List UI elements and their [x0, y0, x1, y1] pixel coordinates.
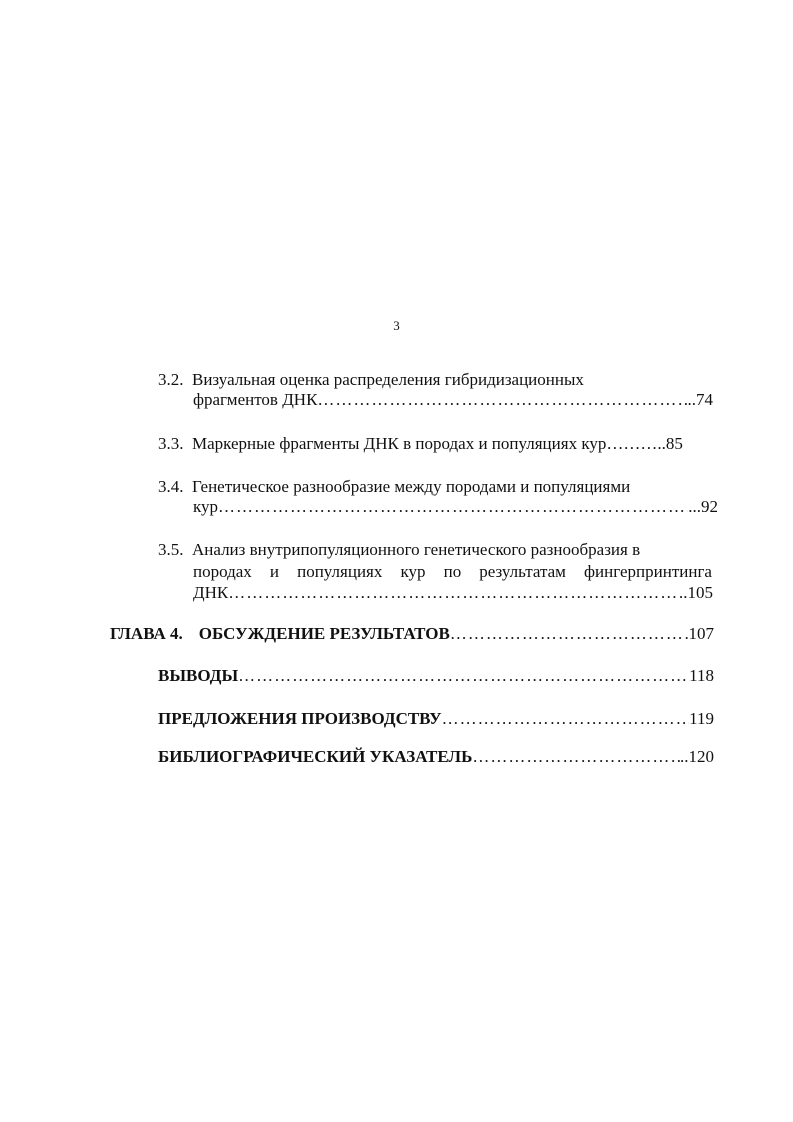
toc-entry-3-5-title-line3: ДНК	[193, 583, 229, 602]
toc-chapter-4-label: ГЛАВА 4.	[110, 624, 183, 643]
toc-entry-3-5-word: и	[269, 562, 280, 581]
toc-entry-3-3	[158, 434, 683, 454]
toc-entry-3-5-word: кур	[400, 562, 426, 581]
leader-dots	[238, 666, 689, 686]
toc-entry-3-2-page: ..74	[687, 390, 713, 409]
toc-entry-3-2-title-line1: Визуальная оценка распределения гибридизационных	[192, 370, 584, 389]
leader-dots-short: ………	[606, 434, 658, 453]
toc-entry-3-3-number: 3.3.	[158, 434, 184, 453]
toc-entry-conclusions	[158, 666, 714, 686]
toc-entry-3-5-word: фингерпринтинга	[584, 562, 712, 581]
page-number: 3	[393, 318, 400, 333]
leader-dots	[218, 497, 688, 517]
toc-entry-proposals	[158, 709, 714, 729]
toc-entry-3-2-number: 3.2.	[158, 370, 184, 389]
toc-entry-3-2-line2	[193, 390, 713, 410]
toc-entry-3-2-line1	[158, 370, 584, 390]
toc-entry-3-4-line2	[193, 497, 718, 517]
toc-entry-3-4-title-line1: Генетическое разнообразие между породами и популяциями	[192, 477, 631, 496]
toc-entry-3-3-title: Маркерные фрагменты ДНК в породах и популяциях кур	[192, 434, 607, 453]
leader-dots	[450, 624, 689, 644]
toc-conclusions-title: ВЫВОДЫ	[158, 666, 239, 685]
toc-entry-3-3-page: ..85	[657, 434, 683, 453]
leader-dots	[472, 747, 680, 767]
leader-dots	[317, 390, 687, 410]
toc-entry-3-5-number: 3.5.	[158, 540, 184, 559]
leader-dots	[442, 709, 690, 729]
toc-entry-3-5-line2	[193, 562, 712, 582]
toc-proposals-title: ПРЕДЛОЖЕНИЯ ПРОИЗВОДСТВУ	[158, 709, 442, 728]
toc-entry-3-2-title-line2: фрагментов ДНК	[193, 390, 318, 409]
toc-bibliography-page: ..120	[680, 747, 714, 766]
toc-chapter-4-title: ОБСУЖДЕНИЕ РЕЗУЛЬТАТОВ	[198, 624, 450, 643]
toc-entry-3-4-title-line2: кур	[193, 497, 219, 516]
toc-proposals-page: 119	[689, 709, 714, 728]
leader-dots	[228, 583, 683, 603]
toc-entry-3-5-line1	[158, 540, 640, 560]
toc-entry-3-5-word: результатам	[479, 562, 566, 581]
toc-conclusions-page: 118	[689, 666, 714, 685]
toc-entry-3-5-title-line1: Анализ внутрипопуляционного генетического разнообразия в	[192, 540, 641, 559]
toc-entry-3-5-line3	[193, 583, 713, 603]
toc-entry-3-4-number: 3.4.	[158, 477, 184, 496]
toc-entry-3-5-word: популяциях	[297, 562, 383, 581]
toc-chapter-4-page: 107	[688, 624, 714, 643]
toc-entry-3-4-line1	[158, 477, 630, 497]
toc-entry-3-4-page: ...92	[688, 497, 718, 516]
toc-entry-chapter-4	[110, 624, 714, 644]
toc-entry-bibliography	[158, 747, 714, 767]
toc-entry-3-5-word: по	[443, 562, 462, 581]
toc-entry-3-5-page: .105	[683, 583, 713, 602]
toc-entry-3-5-word: породах	[193, 562, 252, 581]
toc-bibliography-title: БИБЛИОГРАФИЧЕСКИЙ УКАЗАТЕЛЬ	[158, 747, 473, 766]
